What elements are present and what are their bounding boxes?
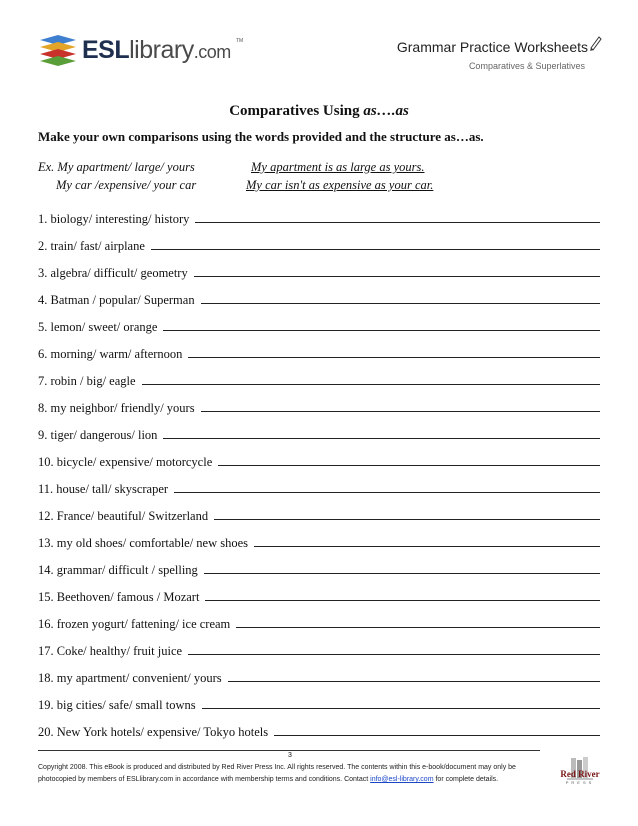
answer-line[interactable] — [194, 276, 600, 277]
answer-line[interactable] — [204, 573, 600, 574]
exercise-item — [38, 209, 600, 227]
page-number: 3 — [288, 752, 292, 759]
answer-line[interactable] — [163, 330, 600, 331]
pencil-icon — [588, 35, 602, 51]
answer-line[interactable] — [151, 249, 600, 250]
esl-library-logo — [38, 34, 244, 74]
exercise-item — [38, 614, 600, 632]
exercise-item — [38, 479, 600, 497]
exercise-prompt: 9. tiger/ dangerous/ lion — [38, 428, 158, 442]
exercise-prompt: 16. frozen yogurt/ fattening/ ice cream — [38, 617, 231, 631]
answer-line[interactable] — [188, 357, 600, 358]
exercise-item — [38, 587, 600, 605]
logo-trademark: TM — [236, 38, 244, 44]
answer-line[interactable] — [188, 654, 600, 655]
exercise-item — [38, 263, 600, 281]
exercise-prompt: 17. Coke/ healthy/ fruit juice — [38, 644, 183, 658]
exercise-prompt: 8. my neighbor/ friendly/ yours — [38, 401, 195, 415]
logo-wordmark: ESLlibrary.com — [82, 36, 231, 64]
example-prompt: My car /expensive/ your car — [56, 178, 197, 192]
answer-line[interactable] — [214, 519, 600, 520]
copyright-notice: Copyright 2008. This eBook is produced and distributed by Red River Press Inc. All rights reserved. The contents within this e-book/document may only be photocopied by members of ESLlibrary.com in accordance with membership terms and conditions. Contact info@esl-library.com for complete details. — [38, 764, 516, 783]
exercise-prompt: 7. robin / big/ eagle — [38, 374, 136, 388]
answer-line[interactable] — [163, 438, 600, 439]
exercise-item — [38, 290, 600, 308]
exercise-prompt: 18. my apartment/ convenient/ yours — [38, 671, 222, 685]
worksheet-instruction: Make your own comparisons using the words provided and the structure as…as. — [38, 129, 484, 144]
publisher-logo-sub: PRESS — [565, 780, 595, 785]
exercise-item — [38, 668, 600, 686]
worksheet-title: Comparatives Using as….as — [229, 103, 409, 119]
exercise-prompt: 10. bicycle/ expensive/ motorcycle — [38, 455, 213, 469]
example-answer: My apartment is as large as yours. — [251, 160, 425, 174]
exercise-item — [38, 236, 600, 254]
footer-divider — [38, 750, 540, 751]
exercise-item — [38, 344, 600, 362]
example-prompt: Ex. My apartment/ large/ yours — [38, 160, 195, 174]
exercise-prompt: 6. morning/ warm/ afternoon — [38, 347, 183, 361]
exercise-item — [38, 371, 600, 389]
exercise-prompt: 14. grammar/ difficult / spelling — [38, 563, 198, 577]
answer-line[interactable] — [274, 735, 600, 736]
exercise-prompt: 2. train/ fast/ airplane — [38, 239, 145, 253]
exercise-item — [38, 641, 600, 659]
exercise-prompt: 20. New York hotels/ expensive/ Tokyo hotels — [38, 725, 269, 739]
exercise-prompt: 11. house/ tall/ skyscraper — [38, 482, 169, 496]
answer-line[interactable] — [142, 384, 600, 385]
exercise-prompt: 1. biology/ interesting/ history — [38, 212, 190, 226]
exercise-prompt: 3. algebra/ difficult/ geometry — [38, 266, 188, 280]
answer-line[interactable] — [205, 600, 600, 601]
series-title: Grammar Practice Worksheets — [396, 39, 588, 55]
exercise-prompt: 19. big cities/ safe/ small towns — [38, 698, 196, 712]
answer-line[interactable] — [218, 465, 600, 466]
exercise-item — [38, 722, 600, 740]
series-subtitle: Comparatives & Superlatives — [468, 61, 585, 71]
exercise-prompt: 4. Batman / popular/ Superman — [38, 293, 195, 307]
answer-line[interactable] — [254, 546, 600, 547]
exercise-item — [38, 533, 600, 551]
answer-line[interactable] — [201, 411, 600, 412]
exercise-item — [38, 695, 600, 713]
answer-line[interactable] — [202, 708, 600, 709]
exercise-prompt: 5. lemon/ sweet/ orange — [38, 320, 158, 334]
exercise-item — [38, 452, 600, 470]
exercise-item — [38, 398, 600, 416]
exercise-item — [38, 317, 600, 335]
contact-email-link[interactable]: info@esl-library.com — [370, 776, 434, 783]
example-answer: My car isn't as expensive as your car. — [246, 178, 434, 192]
exercise-prompt: 13. my old shoes/ comfortable/ new shoes — [38, 536, 249, 550]
answer-line[interactable] — [228, 681, 600, 682]
publisher-logo: Red River — [560, 769, 600, 779]
exercise-prompt: 15. Beethoven/ famous / Mozart — [38, 590, 200, 604]
answer-line[interactable] — [201, 303, 600, 304]
exercise-prompt: 12. France/ beautiful/ Switzerland — [38, 509, 209, 523]
answer-line[interactable] — [236, 627, 600, 628]
exercise-item — [38, 425, 600, 443]
exercise-item — [38, 560, 600, 578]
answer-line[interactable] — [174, 492, 600, 493]
exercise-item — [38, 506, 600, 524]
book-stack-logo-icon — [38, 34, 78, 68]
answer-line[interactable] — [195, 222, 600, 223]
